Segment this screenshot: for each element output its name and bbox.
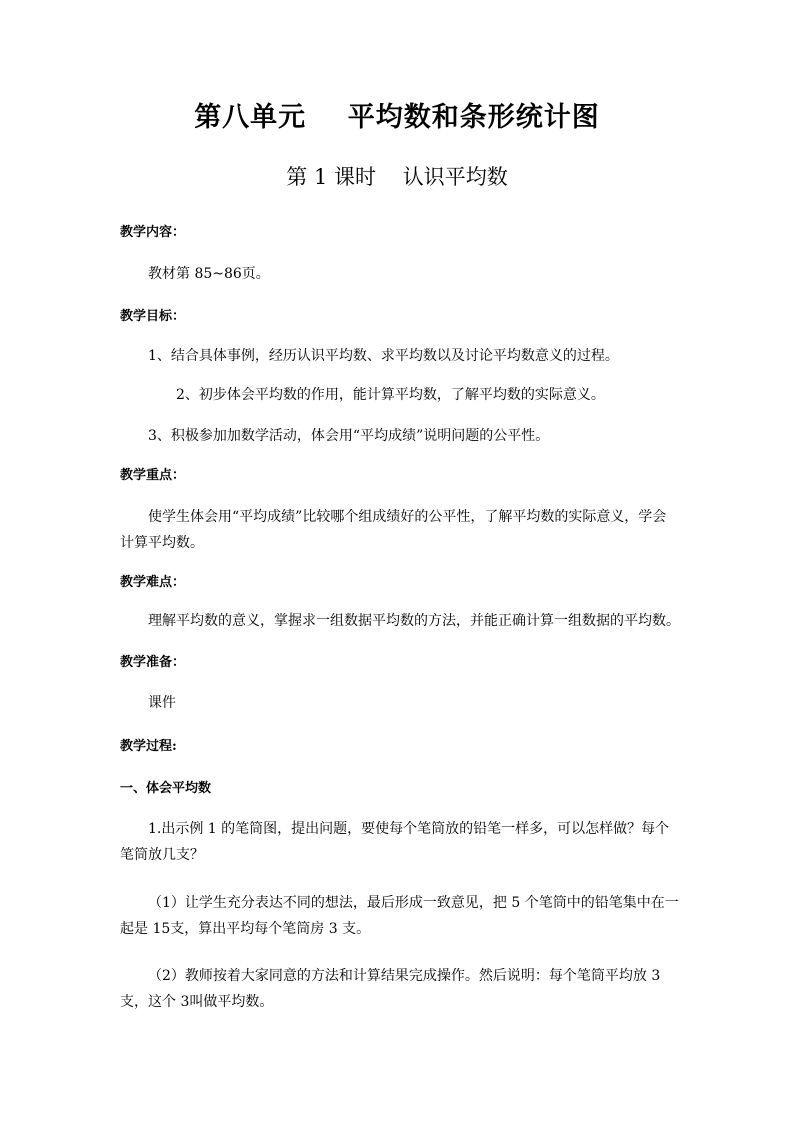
prep-heading: 教学准备： (120, 655, 186, 670)
step-1-1: （1）让学生充分表达不同的想法，最后形成一致意见，把 5 个笔筒中的铅笔集中在一起是 15支，算出平均每个笔筒房 3 支。 (120, 895, 679, 937)
step-1-2: （2）教师按着大家同意的方法和计算结果完成操作。然后说明：每个笔筒平均放 3 支，这个 3叫做平均数。 (120, 968, 661, 1010)
difficulty-text: 理解平均数的意义，掌握求一组数据平均数的方法，并能正确计算一组数据的平均数。 (148, 613, 680, 629)
part1-heading: 一、体会平均数 (120, 781, 212, 796)
document-title: 第八单元 平均数和条形统计图 (194, 102, 600, 133)
content-heading: 教学内容： (120, 225, 186, 240)
lesson-subtitle: 第 1 课时 认识平均数 (286, 165, 508, 189)
goals-heading: 教学目标： (120, 309, 186, 324)
process-heading: 教学过程: (120, 739, 177, 754)
goal-item-1: 1、结合具体事例，经历认识平均数、求平均数以及讨论平均数意义的过程。 (148, 348, 619, 364)
prep-text: 课件 (148, 695, 176, 711)
goal-item-3: 3、积极参加加数学活动，体会用“平均成绩”说明问题的公平性。 (148, 428, 550, 444)
content-text: 教材第 85~86页。 (148, 266, 270, 282)
key-heading: 教学重点： (120, 468, 186, 483)
step-1: 1.出示例 1 的笔筒图，提出问题，要使每个笔筒放的铅笔一样多，可以怎样做？每个笔筒放几支？ (120, 821, 670, 863)
key-text: 使学生体会用“平均成绩”比较哪个组成绩好的公平性，了解平均数的实际意义，学会计算平均数。 (120, 509, 667, 551)
difficulty-heading: 教学难点： (120, 575, 186, 590)
goal-item-2: 2、初步体会平均数的作用，能计算平均数，了解平均数的实际意义。 (176, 387, 605, 403)
